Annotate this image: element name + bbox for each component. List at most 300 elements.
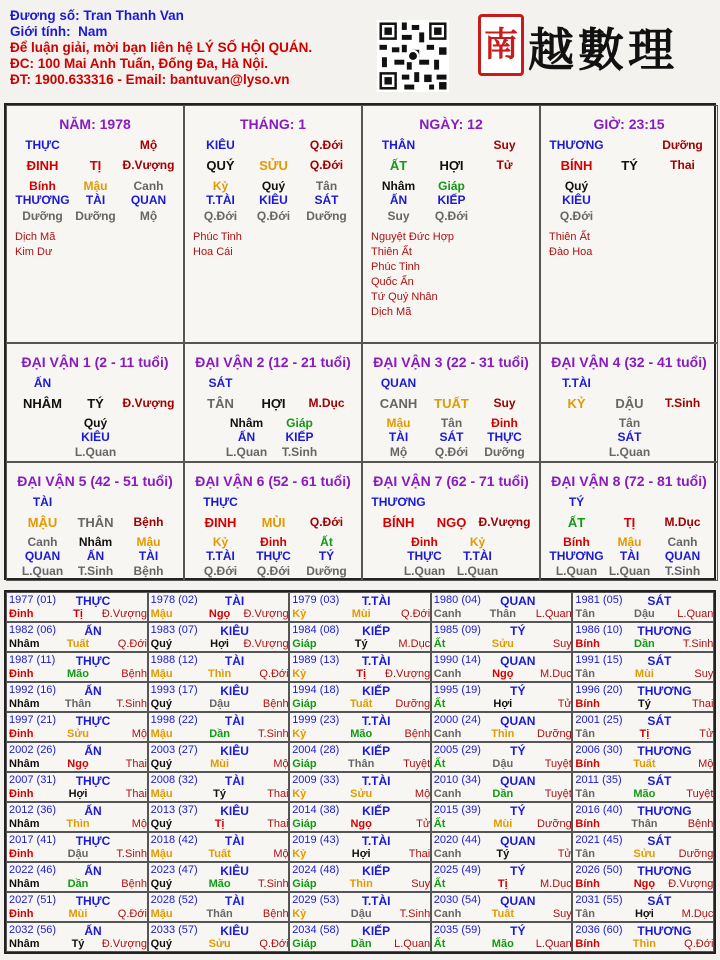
- year-label: 2015 (39): [433, 804, 481, 816]
- year-label: 2026 (50): [575, 864, 623, 876]
- year-label: 1977 (01): [9, 594, 57, 606]
- dai-van-top-god: TÝ: [568, 495, 585, 509]
- hidden-phase: L.Quan: [608, 564, 651, 578]
- pillar-stars: [193, 230, 242, 260]
- pillar-branch: TÝ: [621, 158, 638, 173]
- year-branch: Dậu: [350, 908, 372, 920]
- year-stem: Bính: [575, 938, 600, 950]
- year-stem: Mậu: [150, 788, 173, 800]
- hidden-phase: Dưỡng: [484, 445, 525, 459]
- year-label: 2019 (43): [292, 834, 340, 846]
- year-branch: Sửu: [350, 788, 373, 800]
- star-item: Phúc Tinh: [371, 261, 420, 273]
- pillar-phase: Đ.Vượng: [122, 158, 175, 172]
- hidden-god: THỰC: [407, 549, 442, 563]
- year-branch: Tuất: [66, 638, 90, 650]
- year-stem: Canh: [433, 788, 462, 800]
- year-cell: [572, 592, 714, 622]
- year-god: KIÊU: [220, 624, 249, 638]
- year-god: SÁT: [647, 594, 672, 608]
- year-branch: Dậu: [634, 608, 655, 620]
- year-phase: M.Dục: [398, 638, 431, 650]
- year-god: T.TÀI: [361, 894, 391, 908]
- year-branch: Tị: [356, 668, 367, 680]
- year-label: 1998 (22): [150, 714, 198, 726]
- year-branch: Thìn: [66, 818, 90, 830]
- year-cell: [289, 802, 431, 832]
- year-branch: Hợi: [493, 698, 513, 710]
- year-label: 2002 (26): [9, 744, 57, 756]
- contact-note: Để luận giải, mời bạn liên hệ LÝ SỐ HỘI QUÁN.: [10, 40, 313, 55]
- year-branch: Tuất: [633, 758, 656, 770]
- year-cell: [572, 652, 714, 682]
- year-god: SÁT: [647, 654, 672, 668]
- year-stem: Giáp: [292, 638, 317, 650]
- year-cell: [431, 652, 573, 682]
- star-item: Thiên Ất: [371, 246, 412, 258]
- year-phase: Đ.Vượng: [668, 878, 714, 890]
- dai-van-top-god: ẤN: [33, 376, 52, 390]
- year-cell: [148, 802, 290, 832]
- hidden-phase: T.Sinh: [281, 445, 318, 459]
- year-god: TÝ: [510, 684, 526, 698]
- year-cell: [289, 592, 431, 622]
- year-stem: Quý: [150, 818, 172, 830]
- year-god: THỰC: [75, 774, 111, 788]
- year-branch: Thìn: [632, 938, 656, 950]
- dai-van-phase: Q.Đới: [309, 515, 344, 529]
- year-cell: [6, 862, 148, 892]
- year-stem: Quý: [150, 878, 172, 890]
- year-branch: Thìn: [207, 668, 232, 680]
- year-god: KIẾP: [362, 804, 391, 818]
- year-branch: Ngọ: [350, 818, 372, 830]
- dai-van-stem: MẬU: [27, 515, 58, 530]
- year-label: 2010 (34): [433, 774, 481, 786]
- pillar-branch: HỢI: [439, 158, 464, 173]
- year-label: 2011 (35): [575, 774, 622, 786]
- hidden-stem: Đinh: [491, 416, 518, 430]
- dai-van-7: [362, 462, 540, 581]
- year-cell: [6, 592, 148, 622]
- year-label: 1993 (17): [150, 684, 198, 696]
- year-phase: Dưỡng: [678, 848, 714, 860]
- year-branch: Thân: [348, 758, 375, 770]
- annual-luck-table: [4, 590, 716, 954]
- hidden-phase: T.Sinh: [664, 564, 701, 578]
- pillar-title: NGÀY: 12: [419, 116, 483, 132]
- hidden-stem: Canh: [27, 535, 58, 549]
- year-cell: [6, 652, 148, 682]
- year-cell: [289, 742, 431, 772]
- year-cell: [148, 592, 290, 622]
- year-stem: Kỷ: [292, 608, 307, 620]
- year-cell: [431, 892, 573, 922]
- dai-van-title: ĐẠI VẬN 4 (32 - 41 tuổi): [551, 354, 707, 370]
- year-stem: Nhâm: [9, 638, 40, 650]
- dai-van-phase: Đ.Vượng: [122, 396, 175, 410]
- year-branch: Mão: [208, 878, 231, 890]
- year-branch: Dậu: [67, 848, 89, 860]
- year-god: THƯƠNG: [637, 744, 692, 758]
- year-phase: Mộ: [698, 758, 714, 770]
- year-branch: Ngọ: [492, 668, 514, 680]
- year-god: ẤN: [84, 684, 102, 698]
- header-info: [10, 8, 312, 88]
- year-phase: Suy: [552, 908, 572, 920]
- year-phase: Dưỡng: [537, 728, 572, 740]
- year-phase: M.Dục: [540, 668, 572, 680]
- hidden-phase: L.Quan: [555, 564, 598, 578]
- year-branch: Thân: [631, 818, 658, 830]
- year-cell: [6, 772, 148, 802]
- year-phase: Bệnh: [121, 668, 147, 680]
- year-label: 2035 (59): [433, 924, 481, 936]
- year-branch: Tý: [637, 698, 651, 710]
- year-label: 2004 (28): [292, 744, 340, 756]
- year-label: 1978 (02): [150, 594, 198, 606]
- year-phase: Thai: [408, 848, 431, 860]
- year-stem: Đinh: [9, 668, 34, 680]
- pillar-stars: [371, 230, 454, 320]
- year-cell: [6, 742, 148, 772]
- year-branch: Thân: [206, 908, 233, 920]
- dai-van-6: [184, 462, 362, 581]
- hidden-phase: Q.Đới: [256, 209, 291, 223]
- hidden-god: T.TÀI: [206, 549, 235, 563]
- year-phase: Mộ: [131, 818, 147, 830]
- year-stem: Mậu: [150, 908, 173, 920]
- hidden-god: THỰC: [256, 549, 291, 563]
- pillar-top-god: KIÊU: [206, 138, 235, 152]
- contact-address: ĐC: 100 Mai Anh Tuấn, Đống Đa, Hà Nội.: [10, 56, 269, 71]
- hidden-stem: Mậu: [617, 535, 642, 549]
- year-branch: Thìn: [349, 878, 373, 890]
- year-god: QUAN: [500, 834, 536, 848]
- hidden-stem: Quý: [83, 416, 108, 430]
- hidden-god: KIÊU: [562, 193, 591, 207]
- pillar-top-phase: Dưỡng: [662, 138, 703, 152]
- year-phase: Thai: [125, 758, 147, 770]
- year-phase: Tử: [557, 848, 572, 860]
- year-branch: Sửu: [491, 638, 514, 650]
- hidden-god: THƯƠNG: [15, 193, 70, 207]
- year-god: T.TÀI: [361, 594, 391, 608]
- year-god: QUAN: [500, 654, 536, 668]
- hidden-god: KIẾP: [437, 193, 466, 207]
- year-god: THỰC: [75, 594, 111, 608]
- year-god: TÀI: [224, 834, 245, 848]
- pillar-title: THÁNG: 1: [239, 116, 307, 132]
- year-branch: Tị: [73, 608, 83, 620]
- year-phase: Thai: [691, 698, 714, 710]
- pillar-branch: SỬU: [259, 158, 288, 173]
- year-label: 1996 (20): [575, 684, 623, 696]
- hidden-phase: L.Quan: [403, 564, 446, 578]
- pillar-top-phase: Mộ: [139, 138, 158, 152]
- year-cell: [148, 622, 290, 652]
- year-cell: [431, 682, 573, 712]
- hidden-stem: Tân: [440, 416, 463, 430]
- dai-van-branch: DẬU: [615, 396, 644, 411]
- year-branch: Tị: [497, 878, 508, 890]
- year-cell: [289, 862, 431, 892]
- year-branch: Ngọ: [67, 758, 89, 770]
- year-cell: [572, 862, 714, 892]
- year-cell: [6, 892, 148, 922]
- year-label: 1994 (18): [292, 684, 340, 696]
- year-cell: [572, 832, 714, 862]
- year-stem: Kỷ: [292, 668, 307, 680]
- year-phase: L.Quan: [535, 938, 572, 950]
- dai-van-5: [6, 462, 184, 581]
- year-label: 2009 (33): [292, 774, 340, 786]
- contact-phone-email: ĐT: 1900.633316 - Email: bantuvan@lyso.vn: [10, 72, 290, 87]
- year-god: TÀI: [224, 594, 245, 608]
- year-phase: L.Quan: [535, 608, 572, 620]
- dai-van-title: ĐẠI VẬN 5 (42 - 51 tuổi): [17, 473, 173, 489]
- year-god: T.TÀI: [361, 774, 391, 788]
- year-phase: Bệnh: [404, 728, 431, 740]
- year-label: 2028 (52): [150, 894, 198, 906]
- dai-van-stem: ĐINH: [204, 515, 237, 530]
- year-stem: Kỷ: [292, 848, 307, 860]
- hidden-phase: Q.Đới: [434, 209, 469, 223]
- hidden-stem: Mậu: [136, 535, 161, 549]
- year-cell: [572, 922, 714, 952]
- bazi-chart: [4, 103, 716, 580]
- year-god: THƯƠNG: [637, 864, 692, 878]
- logo-text: 越數理: [528, 23, 678, 77]
- year-god: THỰC: [75, 714, 111, 728]
- year-branch: Dậu: [209, 698, 230, 710]
- hidden-stem: Mậu: [386, 416, 411, 430]
- hidden-stem: Kỷ: [469, 535, 486, 549]
- year-god: TÝ: [510, 924, 526, 938]
- hidden-phase: T.Sinh: [77, 564, 114, 578]
- hidden-phase: Bệnh: [133, 564, 164, 578]
- dai-van-8: [540, 462, 718, 581]
- year-branch: Ngọ: [208, 608, 231, 620]
- year-branch: Tý: [71, 938, 85, 950]
- year-stem: Quý: [150, 638, 172, 650]
- year-cell: [572, 622, 714, 652]
- year-phase: T.Sinh: [682, 638, 714, 650]
- year-god: THƯƠNG: [637, 924, 692, 938]
- dai-van-branch: THÂN: [77, 515, 114, 530]
- dai-van-top-god: THỰC: [203, 495, 238, 509]
- year-cell: [572, 682, 714, 712]
- year-phase: Suy: [694, 668, 714, 680]
- pillar-1: [6, 105, 184, 343]
- hidden-god: TÀI: [388, 430, 409, 444]
- hidden-phase: Q.Đới: [256, 564, 291, 578]
- year-label: 2020 (44): [433, 834, 481, 846]
- dai-van-top-god: THƯƠNG: [371, 495, 426, 509]
- year-god: ẤN: [84, 864, 102, 878]
- dai-van-1: [6, 343, 184, 462]
- qr-code-icon: [377, 20, 449, 92]
- year-stem: Canh: [433, 608, 462, 620]
- year-label: 1991 (15): [575, 654, 623, 666]
- year-branch: Dần: [67, 878, 89, 890]
- year-label: 1999 (23): [292, 714, 340, 726]
- hidden-stem: Nhâm: [381, 179, 416, 193]
- year-stem: Ất: [433, 818, 446, 830]
- gender-label: Giới tính:: [10, 24, 71, 39]
- year-god: THƯƠNG: [637, 684, 692, 698]
- hidden-god: THƯƠNG: [549, 549, 604, 563]
- year-stem: Đinh: [9, 848, 34, 860]
- year-god: ẤN: [84, 624, 102, 638]
- year-cell: [6, 922, 148, 952]
- year-god: QUAN: [500, 594, 536, 608]
- dai-van-phase: M.Dục: [308, 396, 345, 410]
- year-stem: Giáp: [292, 818, 317, 830]
- dai-van-phase: Suy: [493, 396, 516, 410]
- year-branch: Tuất: [491, 908, 514, 920]
- year-label: 2003 (27): [150, 744, 198, 756]
- year-label: 1990 (14): [433, 654, 481, 666]
- hidden-god: TÀI: [85, 193, 106, 207]
- year-stem: Tân: [575, 908, 595, 920]
- pillar-stars: [15, 230, 55, 260]
- hidden-god: TÀI: [619, 549, 640, 563]
- year-god: THƯƠNG: [637, 624, 692, 638]
- hidden-phase: Mộ: [139, 209, 158, 223]
- year-god: TÀI: [224, 654, 245, 668]
- hidden-stem: Nhâm: [229, 416, 264, 430]
- year-branch: Tý: [213, 788, 227, 800]
- star-item: Phúc Tinh: [193, 231, 242, 243]
- year-label: 1982 (06): [9, 624, 57, 636]
- dai-van-title: ĐẠI VẬN 3 (22 - 31 tuổi): [373, 354, 529, 370]
- year-phase: Q.Đới: [259, 668, 289, 680]
- year-stem: Canh: [433, 908, 462, 920]
- hidden-phase: Q.Đới: [203, 564, 238, 578]
- hidden-god: T.TÀI: [206, 193, 235, 207]
- year-phase: T.Sinh: [258, 878, 289, 890]
- hidden-phase: Q.Đới: [203, 209, 238, 223]
- year-phase: M.Dục: [540, 878, 572, 890]
- year-label: 2030 (54): [433, 894, 481, 906]
- hidden-stem: Kỷ: [212, 535, 229, 549]
- year-god: KIẾP: [362, 684, 391, 698]
- year-phase: Tử: [416, 818, 431, 830]
- year-cell: [431, 742, 573, 772]
- year-label: 2017 (41): [9, 834, 57, 846]
- year-label: 2027 (51): [9, 894, 57, 906]
- year-stem: Mậu: [150, 728, 173, 740]
- hidden-phase: Dưỡng: [22, 209, 63, 223]
- year-label: 2018 (42): [150, 834, 198, 846]
- year-branch: Dần: [634, 638, 655, 650]
- year-branch: Mùi: [634, 668, 654, 680]
- hidden-god: QUAN: [130, 193, 167, 207]
- pillar-top-phase: Q.Đới: [309, 138, 344, 152]
- year-god: ẤN: [84, 804, 102, 818]
- pillar-phase: Q.Đới: [309, 158, 344, 172]
- hidden-stem: Đinh: [260, 535, 287, 549]
- year-label: 2014 (38): [292, 804, 340, 816]
- year-branch: Thân: [64, 698, 92, 710]
- year-cell: [6, 622, 148, 652]
- pillar-title: GIỜ: 23:15: [593, 116, 665, 132]
- year-stem: Canh: [433, 668, 462, 680]
- year-god: SÁT: [647, 714, 672, 728]
- year-phase: Thai: [267, 818, 289, 830]
- year-cell: [289, 772, 431, 802]
- hidden-stem: Ất: [320, 535, 333, 549]
- year-label: 1984 (08): [292, 624, 340, 636]
- year-god: TÀI: [224, 894, 245, 908]
- year-phase: T.Sinh: [399, 908, 431, 920]
- hidden-god: ẤN: [389, 193, 408, 207]
- hidden-stem: Kỷ: [212, 179, 229, 193]
- dai-van-3: [362, 343, 540, 462]
- year-cell: [431, 922, 573, 952]
- year-god: ẤN: [84, 924, 102, 938]
- year-phase: Suy: [552, 638, 572, 650]
- year-label: 2032 (56): [9, 924, 57, 936]
- pillar-top-god: THỰC: [25, 138, 60, 152]
- dai-van-top-god: T.TÀI: [562, 376, 591, 390]
- dai-van-top-god: SÁT: [208, 376, 233, 390]
- year-phase: T.Sinh: [258, 728, 289, 740]
- year-god: THỰC: [75, 834, 111, 848]
- year-cell: [289, 832, 431, 862]
- year-stem: Nhâm: [9, 878, 40, 890]
- hidden-phase: L.Quan: [456, 564, 499, 578]
- year-cell: [431, 592, 573, 622]
- year-label: 2021 (45): [575, 834, 623, 846]
- year-cell: [572, 742, 714, 772]
- year-phase: Bệnh: [262, 908, 289, 920]
- year-phase: Bệnh: [687, 818, 714, 830]
- year-branch: Hợi: [68, 788, 88, 800]
- year-phase: Thai: [267, 788, 289, 800]
- hidden-phase: L.Quan: [21, 564, 64, 578]
- hidden-god: SÁT: [439, 430, 464, 444]
- hidden-phase: L.Quan: [225, 445, 268, 459]
- year-god: TÀI: [224, 714, 245, 728]
- year-stem: Đinh: [9, 608, 34, 620]
- dai-van-title: ĐẠI VẬN 2 (12 - 21 tuổi): [195, 354, 351, 370]
- year-god: T.TÀI: [361, 654, 391, 668]
- year-stem: Ất: [433, 938, 446, 950]
- hidden-god: QUAN: [664, 549, 701, 563]
- year-phase: T.Sinh: [116, 698, 147, 710]
- year-stem: Tân: [575, 668, 595, 680]
- year-branch: Mão: [67, 668, 89, 680]
- year-cell: [431, 832, 573, 862]
- dai-van-phase: M.Dục: [664, 515, 701, 529]
- year-god: SÁT: [647, 894, 672, 908]
- dai-van-stem: ẤT: [567, 515, 586, 530]
- hidden-god: QUAN: [24, 549, 61, 563]
- star-item: Hoa Cái: [193, 246, 233, 258]
- year-phase: Tử: [699, 728, 714, 740]
- year-branch: Mùi: [68, 908, 88, 920]
- year-god: QUAN: [500, 714, 536, 728]
- year-cell: [6, 802, 148, 832]
- dai-van-title: ĐẠI VẬN 7 (62 - 71 tuổi): [373, 473, 529, 489]
- year-stem: Giáp: [292, 758, 317, 770]
- hidden-phase: Mộ: [389, 445, 408, 459]
- year-cell: [289, 622, 431, 652]
- hidden-god: T.TÀI: [463, 549, 492, 563]
- year-branch: Tuất: [208, 848, 231, 860]
